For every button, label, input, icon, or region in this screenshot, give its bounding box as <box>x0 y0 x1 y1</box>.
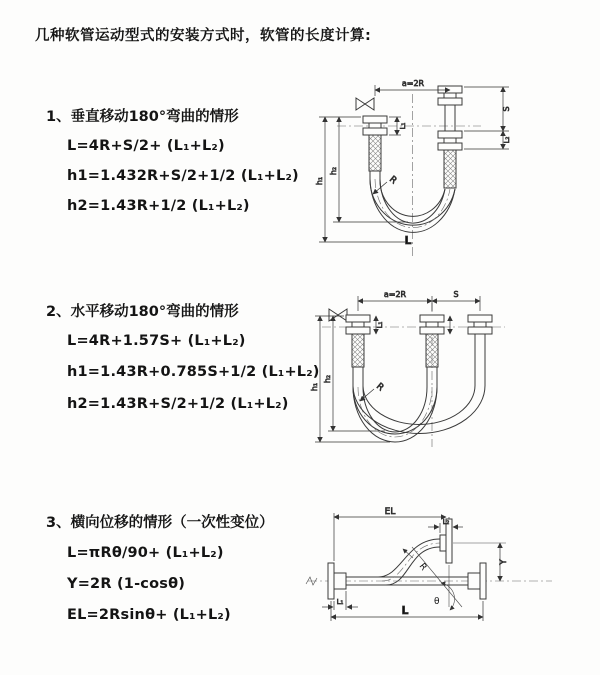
bottom-dim-label: L <box>401 604 409 617</box>
hose-assembly <box>346 315 492 442</box>
height-dim-inner-label: h₂ <box>329 166 338 176</box>
stroke-dim-label: S <box>453 290 459 299</box>
valve-icon <box>356 98 374 110</box>
section-2-formula-h2: h2=1.43R+S/2+1/2 (L₁+L₂) <box>67 396 289 412</box>
section-2-heading: 2、水平移动180°弯曲的情形 <box>46 304 239 320</box>
diagram-horizontal-180-bend <box>310 287 600 452</box>
radius-label: R <box>416 561 429 573</box>
height-dim-outer-label: h₁ <box>315 176 324 186</box>
diagram-lateral-displacement <box>300 503 600 645</box>
length-label: L <box>404 234 412 247</box>
stroke-dim-label: S <box>502 106 511 112</box>
hose-assembly <box>328 519 486 599</box>
section-3-heading: 3、横向位移的情形（一次性变位） <box>46 515 274 531</box>
section-2-formula-h1: h1=1.43R+0.785S+1/2 (L₁+L₂) <box>67 364 320 380</box>
radius-label: R <box>387 174 399 187</box>
angle-label: θ <box>434 597 440 607</box>
centerline-break-mark <box>306 577 317 585</box>
width-dim-label: a=2R <box>401 79 425 88</box>
valve-icon <box>329 309 347 321</box>
fitting-dim-left-label: L₁ <box>336 598 344 606</box>
width-dim-label: a=2R <box>383 290 407 299</box>
fitting-dim-label: L₁ <box>376 321 384 329</box>
dimensions <box>315 79 511 247</box>
section-2-formula-l: L=4R+1.57S+ (L₁+L₂) <box>67 333 246 349</box>
radius-label: R <box>374 381 386 394</box>
fitting-dim-right-label: L₂ <box>503 136 511 144</box>
section-1-formula-h2: h2=1.43R+1/2 (L₁+L₂) <box>67 198 250 214</box>
section-1-formula-l: L=4R+S/2+ (L₁+L₂) <box>67 138 225 154</box>
height-dim-outer-label: h₁ <box>310 382 319 392</box>
section-1-formula-h1: h1=1.432R+S/2+1/2 (L₁+L₂) <box>67 168 299 184</box>
section-1-heading: 1、垂直移动180°弯曲的情形 <box>46 109 239 125</box>
fitting-dim-left-label: L₁ <box>399 122 407 130</box>
height-dim-inner-label: h₂ <box>323 374 332 384</box>
section-3-formula-el: EL=2Rsinθ+ (L₁+L₂) <box>67 607 231 623</box>
section-3-formula-l: L=πRθ/90+ (L₁+L₂) <box>67 545 224 561</box>
top-dim-label: EL <box>384 507 396 517</box>
offset-dim-label: Y <box>499 559 509 565</box>
diagram-vertical-180-bend <box>313 76 598 261</box>
section-3-formula-y: Y=2R (1-cosθ) <box>67 576 186 592</box>
fitting-dim-right-label: L₂ <box>442 518 450 526</box>
page-title: 几种软管运动型式的安装方式时，软管的长度计算: <box>35 28 372 44</box>
